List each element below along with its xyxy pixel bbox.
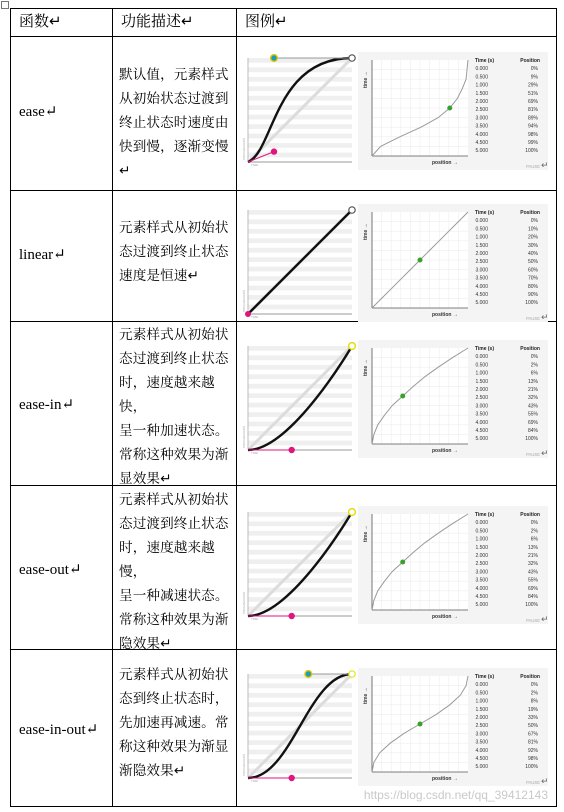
table-position-cell: 30%: [527, 242, 538, 249]
time-axis-label: time →: [363, 359, 369, 376]
header-figure: 图例↵: [245, 12, 288, 30]
table-position-cell: 81%: [527, 739, 538, 746]
description-line: 常称这种效果为渐: [119, 612, 229, 628]
table-time-cell: 0.000: [475, 218, 488, 225]
table-position-cell: 98%: [527, 131, 538, 138]
end-point: [349, 343, 355, 349]
table-time-cell: 2.000: [475, 387, 488, 393]
time-axis-label: time →: [363, 525, 369, 542]
table-position-cell: 0%: [530, 682, 538, 689]
table-position-cell: 20%: [527, 234, 538, 241]
table-time-cell: 4.000: [475, 419, 488, 426]
stripe: [248, 374, 352, 379]
stripe: [248, 346, 352, 351]
paragraph-mark: ↵: [541, 777, 549, 787]
position-axis-label: position →: [432, 312, 458, 318]
table-position-cell: 0%: [530, 66, 538, 73]
table-time-cell: 2.500: [475, 107, 488, 114]
function-name-linear: linear↵: [19, 247, 66, 263]
table-position-cell: 21%: [527, 387, 538, 393]
stripe: [248, 210, 352, 215]
progression-label: PROGRESSION: [242, 753, 246, 776]
paragraph-mark: ↵: [541, 615, 549, 625]
table-position-cell: 69%: [527, 99, 538, 105]
table-header-time: Time (s): [474, 674, 494, 680]
table-time-cell: 4.500: [475, 140, 488, 146]
table-time-cell: 1.000: [475, 234, 488, 241]
description-line: 呈一种加速状态。: [119, 423, 229, 439]
table-time-cell: 4.500: [475, 292, 488, 298]
table-time-cell: 5.000: [475, 602, 488, 609]
stripe: [248, 731, 352, 736]
description-line: 称这种效果为渐显: [119, 739, 229, 755]
table-position-cell: 100%: [525, 764, 538, 771]
end-point: [349, 671, 355, 677]
table-column-border: [112, 8, 113, 807]
description-line: 元素样式从初始状: [119, 667, 229, 683]
stripe: [248, 276, 352, 281]
function-name-ease: ease↵: [19, 104, 58, 120]
progression-panel: [242, 55, 355, 167]
table-row-border: [10, 36, 557, 37]
table-position-cell: 100%: [525, 436, 538, 443]
table-position-cell: 50%: [527, 723, 538, 730]
stripe: [248, 229, 352, 234]
header-description: 功能描述↵: [121, 12, 194, 30]
table-position-cell: 10%: [527, 226, 538, 233]
paragraph-mark: ↵: [541, 313, 549, 323]
table-time-cell: 0.500: [475, 362, 488, 369]
description-ease-in: [119, 323, 233, 491]
table-position-cell: 2%: [530, 362, 538, 369]
table-position-cell: 9%: [530, 74, 538, 81]
stripe: [248, 355, 352, 360]
table-header-position: Position: [520, 210, 540, 216]
control-point-1[interactable]: [288, 447, 294, 453]
table-time-cell: 2.500: [475, 395, 488, 402]
description-line: 时，速度越来越慢，: [119, 540, 215, 580]
table-position-cell: 99%: [527, 140, 538, 146]
figure-ease-in: [240, 336, 556, 462]
table-position-cell: 43%: [527, 403, 538, 410]
table-time-cell: 3.500: [475, 411, 488, 418]
description-line: 态过渡到终止状态: [119, 244, 229, 260]
stripe: [248, 441, 352, 446]
end-point: [349, 207, 355, 213]
table-position-cell: 67%: [527, 731, 538, 738]
control-point-2[interactable]: [305, 671, 312, 678]
current-position-marker: [418, 258, 423, 263]
time-label: TIME: [251, 617, 259, 621]
description-linear: [119, 216, 233, 288]
table-time-cell: 5.000: [475, 764, 488, 771]
end-point: [349, 55, 355, 61]
table-time-cell: 5.000: [475, 300, 488, 307]
description-line: 元素样式从初始状: [119, 492, 229, 508]
table-position-cell: 70%: [527, 275, 538, 282]
stripe: [248, 286, 352, 291]
control-point-2[interactable]: [271, 55, 278, 62]
stripe: [248, 153, 352, 158]
table-header-position: Position: [520, 58, 540, 64]
table-position-cell: 32%: [527, 395, 538, 402]
table-position-cell: 13%: [527, 378, 538, 385]
table-position-cell: 8%: [530, 698, 538, 705]
table-time-cell: 2.000: [475, 251, 488, 257]
control-point-1[interactable]: [271, 148, 277, 154]
stripe: [248, 219, 352, 224]
table-time-cell: 2.500: [475, 561, 488, 568]
table-position-cell: 69%: [527, 419, 538, 426]
table-position-cell: 50%: [527, 259, 538, 266]
table-time-cell: 4.000: [475, 283, 488, 290]
table-time-cell: 0.500: [475, 74, 488, 81]
table-time-cell: 4.500: [475, 428, 488, 434]
pause-button[interactable]: PAUSE: [526, 316, 540, 321]
table-position-cell: 94%: [527, 123, 538, 130]
description-ease-out: [119, 488, 233, 656]
table-position-cell: 2%: [530, 528, 538, 535]
position-panel: [358, 52, 548, 170]
table-time-cell: 3.000: [475, 731, 488, 738]
table-time-cell: 0.000: [475, 682, 488, 689]
table-time-cell: 3.000: [475, 115, 488, 122]
position-panel: [358, 506, 548, 624]
stripe: [248, 521, 352, 526]
progression-label: PROGRESSION: [242, 289, 246, 312]
description-line: 隐效果↵: [119, 636, 172, 652]
table-position-cell: 40%: [527, 251, 538, 257]
table-row-border: [10, 190, 557, 191]
table-position-cell: 69%: [527, 585, 538, 592]
table-header-time: Time (s): [474, 210, 494, 216]
table-position-cell: 43%: [527, 569, 538, 576]
progression-label: PROGRESSION: [242, 425, 246, 448]
position-panel: [358, 668, 548, 786]
table-header-time: Time (s): [474, 512, 494, 518]
control-point-1[interactable]: [288, 613, 294, 619]
table-time-cell: 4.500: [475, 756, 488, 762]
table-time-cell: 1.000: [475, 370, 488, 377]
table-time-cell: 3.000: [475, 403, 488, 410]
table-time-cell: 1.500: [475, 242, 488, 249]
description-line: 先加速再减速。常: [119, 715, 229, 731]
table-row-border: [10, 8, 557, 9]
description-line: 呈一种减速状态。: [119, 588, 229, 604]
table-position-cell: 90%: [527, 292, 538, 298]
table-time-cell: 2.500: [475, 723, 488, 730]
table-position-cell: 55%: [527, 577, 538, 584]
position-axis-label: position →: [432, 448, 458, 454]
table-time-cell: 4.000: [475, 585, 488, 592]
description-line: 终止状态时速度由: [119, 115, 229, 131]
control-point-1[interactable]: [288, 775, 294, 781]
table-position-cell: 84%: [527, 428, 538, 434]
table-position-cell: 84%: [527, 594, 538, 600]
figure-ease: [240, 48, 556, 174]
position-axis-label: position →: [432, 614, 458, 620]
description-line: 元素样式从初始状: [119, 220, 229, 236]
description-line: 态过渡到终止状态: [119, 516, 229, 532]
stripe: [248, 569, 352, 574]
pause-button[interactable]: PAUSE: [526, 452, 540, 457]
table-position-cell: 13%: [527, 544, 538, 551]
text-boundary-corner: [1, 1, 9, 9]
position-panel: [358, 340, 548, 458]
table-time-cell: 0.000: [475, 520, 488, 527]
table-position-cell: 6%: [530, 536, 538, 543]
table-row-border: [10, 806, 557, 807]
stripe: [248, 740, 352, 745]
pause-button[interactable]: PAUSE: [526, 780, 540, 785]
table-time-cell: 1.000: [475, 536, 488, 543]
table-time-cell: 2.500: [475, 259, 488, 266]
stripe: [248, 124, 352, 129]
description-line: 速度是恒速↵: [119, 268, 199, 284]
figure-ease-in-out: [240, 664, 556, 790]
table-position-cell: 81%: [527, 107, 538, 114]
table-position-cell: 55%: [527, 411, 538, 418]
paragraph-mark: ↵: [541, 449, 549, 459]
table-time-cell: 4.000: [475, 747, 488, 754]
table-time-cell: 2.000: [475, 715, 488, 721]
table-position-cell: 21%: [527, 553, 538, 559]
table-position-cell: 98%: [527, 756, 538, 762]
figure-linear: [240, 200, 556, 326]
table-position-cell: 6%: [530, 370, 538, 377]
description-line: 常称这种效果为渐: [119, 447, 229, 463]
description-line: 态过渡到终止状态: [119, 351, 229, 367]
progression-panel: [242, 343, 355, 455]
table-time-cell: 0.500: [475, 690, 488, 697]
current-position-marker: [447, 106, 452, 111]
table-time-cell: 1.500: [475, 378, 488, 385]
current-position-marker: [418, 722, 423, 727]
function-name-ease-out: ease-out↵: [19, 562, 82, 578]
end-point: [349, 509, 355, 515]
table-time-cell: 3.000: [475, 267, 488, 274]
table-time-cell: 3.500: [475, 739, 488, 746]
table-position-cell: 100%: [525, 148, 538, 155]
stripe: [248, 134, 352, 139]
time-axis-label: time →: [363, 687, 369, 704]
control-point-1[interactable]: [245, 311, 251, 317]
description-line: 从初始状态过渡到: [119, 91, 229, 107]
table-position-cell: 60%: [527, 267, 538, 274]
stripe: [248, 588, 352, 593]
progression-panel: [242, 509, 355, 621]
table-column-border: [236, 8, 237, 807]
stripe: [248, 67, 352, 72]
table-time-cell: 2.000: [475, 99, 488, 105]
table-position-cell: 100%: [525, 300, 538, 307]
description-line: 态到终止状态时，: [119, 691, 229, 707]
progression-panel: [242, 207, 355, 319]
table-time-cell: 3.500: [475, 123, 488, 130]
function-name-ease-in: ease-in↵: [19, 397, 75, 413]
table-time-cell: 5.000: [475, 148, 488, 155]
header-function: 函数↵: [19, 12, 62, 30]
table-row-border: [10, 649, 557, 650]
stripe: [248, 683, 352, 688]
stripe: [248, 712, 352, 717]
table-header-position: Position: [520, 512, 540, 518]
description-line: 默认值，元素样式: [119, 67, 229, 83]
table-position-cell: 0%: [530, 520, 538, 527]
time-label: TIME: [251, 163, 259, 167]
table-time-cell: 1.500: [475, 706, 488, 713]
table-position-cell: 0%: [530, 218, 538, 225]
description-line: 显效果↵: [119, 471, 172, 487]
table-time-cell: 5.000: [475, 436, 488, 443]
stripe: [248, 96, 352, 101]
stripe: [248, 86, 352, 91]
table-column-border: [10, 8, 11, 807]
position-panel: [358, 204, 548, 322]
table-position-cell: 92%: [527, 747, 538, 754]
table-time-cell: 3.000: [475, 569, 488, 576]
table-time-cell: 0.500: [475, 226, 488, 233]
description-ease: [119, 63, 233, 183]
table-time-cell: 3.500: [475, 275, 488, 282]
function-name-ease-in-out: ease-in-out↵: [19, 722, 99, 738]
table-header-position: Position: [520, 674, 540, 680]
pause-button[interactable]: PAUSE: [526, 618, 540, 623]
stripe: [248, 540, 352, 545]
table-position-cell: 80%: [527, 283, 538, 290]
watermark: https://blog.csdn.net/qq_39412143: [363, 788, 548, 802]
table-time-cell: 4.500: [475, 594, 488, 600]
position-axis-label: position →: [432, 776, 458, 782]
table-time-cell: 0.000: [475, 354, 488, 361]
position-axis-label: position →: [432, 160, 458, 166]
stripe: [248, 384, 352, 389]
table-position-cell: 51%: [527, 90, 538, 97]
table-time-cell: 1.500: [475, 90, 488, 97]
stripe: [248, 403, 352, 408]
progression-label: PROGRESSION: [242, 137, 246, 160]
stripe: [248, 702, 352, 707]
current-position-marker: [400, 560, 405, 565]
table-header-time: Time (s): [474, 346, 494, 352]
table-time-cell: 4.000: [475, 131, 488, 138]
progression-panel: [242, 671, 355, 783]
table-position-cell: 0%: [530, 354, 538, 361]
paragraph-mark: ↵: [541, 161, 549, 171]
table-time-cell: 3.500: [475, 577, 488, 584]
stripe: [248, 750, 352, 755]
stripe: [248, 305, 352, 310]
table-position-cell: 100%: [525, 602, 538, 609]
time-axis-label: time →: [363, 223, 369, 240]
table-position-cell: 89%: [527, 115, 538, 122]
time-axis-label: time →: [363, 71, 369, 88]
time-label: TIME: [251, 315, 259, 319]
table-time-cell: 1.000: [475, 698, 488, 705]
pause-button[interactable]: PAUSE: [526, 164, 540, 169]
table-column-border: [556, 8, 557, 807]
description-line: 元素样式从初始状: [119, 327, 229, 343]
table-time-cell: 1.500: [475, 544, 488, 551]
table-time-cell: 0.000: [475, 66, 488, 73]
table-time-cell: 0.500: [475, 528, 488, 535]
stripe: [248, 512, 352, 517]
table-time-cell: 2.000: [475, 553, 488, 559]
table-position-cell: 33%: [527, 715, 538, 721]
current-position-marker: [400, 394, 405, 399]
stripe: [248, 267, 352, 272]
stripe: [248, 550, 352, 555]
figure-ease-out: [240, 502, 556, 628]
description-line: 渐隐效果↵: [119, 763, 186, 779]
stripe: [248, 248, 352, 253]
description-line: 快到慢，逐渐变慢↵: [119, 139, 229, 179]
stripe: [248, 422, 352, 427]
table-row-border: [10, 485, 557, 486]
table-position-cell: 32%: [527, 561, 538, 568]
table-header-time: Time (s): [474, 58, 494, 64]
table-position-cell: 2%: [530, 690, 538, 697]
stripe: [248, 607, 352, 612]
stripe: [248, 115, 352, 120]
table-position-cell: 19%: [527, 706, 538, 713]
stripe: [248, 238, 352, 243]
progression-label: PROGRESSION: [242, 591, 246, 614]
time-label: TIME: [251, 779, 259, 783]
table-position-cell: 29%: [527, 82, 538, 89]
table-header-position: Position: [520, 346, 540, 352]
stripe: [248, 693, 352, 698]
time-label: TIME: [251, 451, 259, 455]
description-line: 时，速度越来越快，: [119, 375, 215, 415]
table-time-cell: 1.000: [475, 82, 488, 89]
description-ease-in-out: [119, 663, 233, 783]
